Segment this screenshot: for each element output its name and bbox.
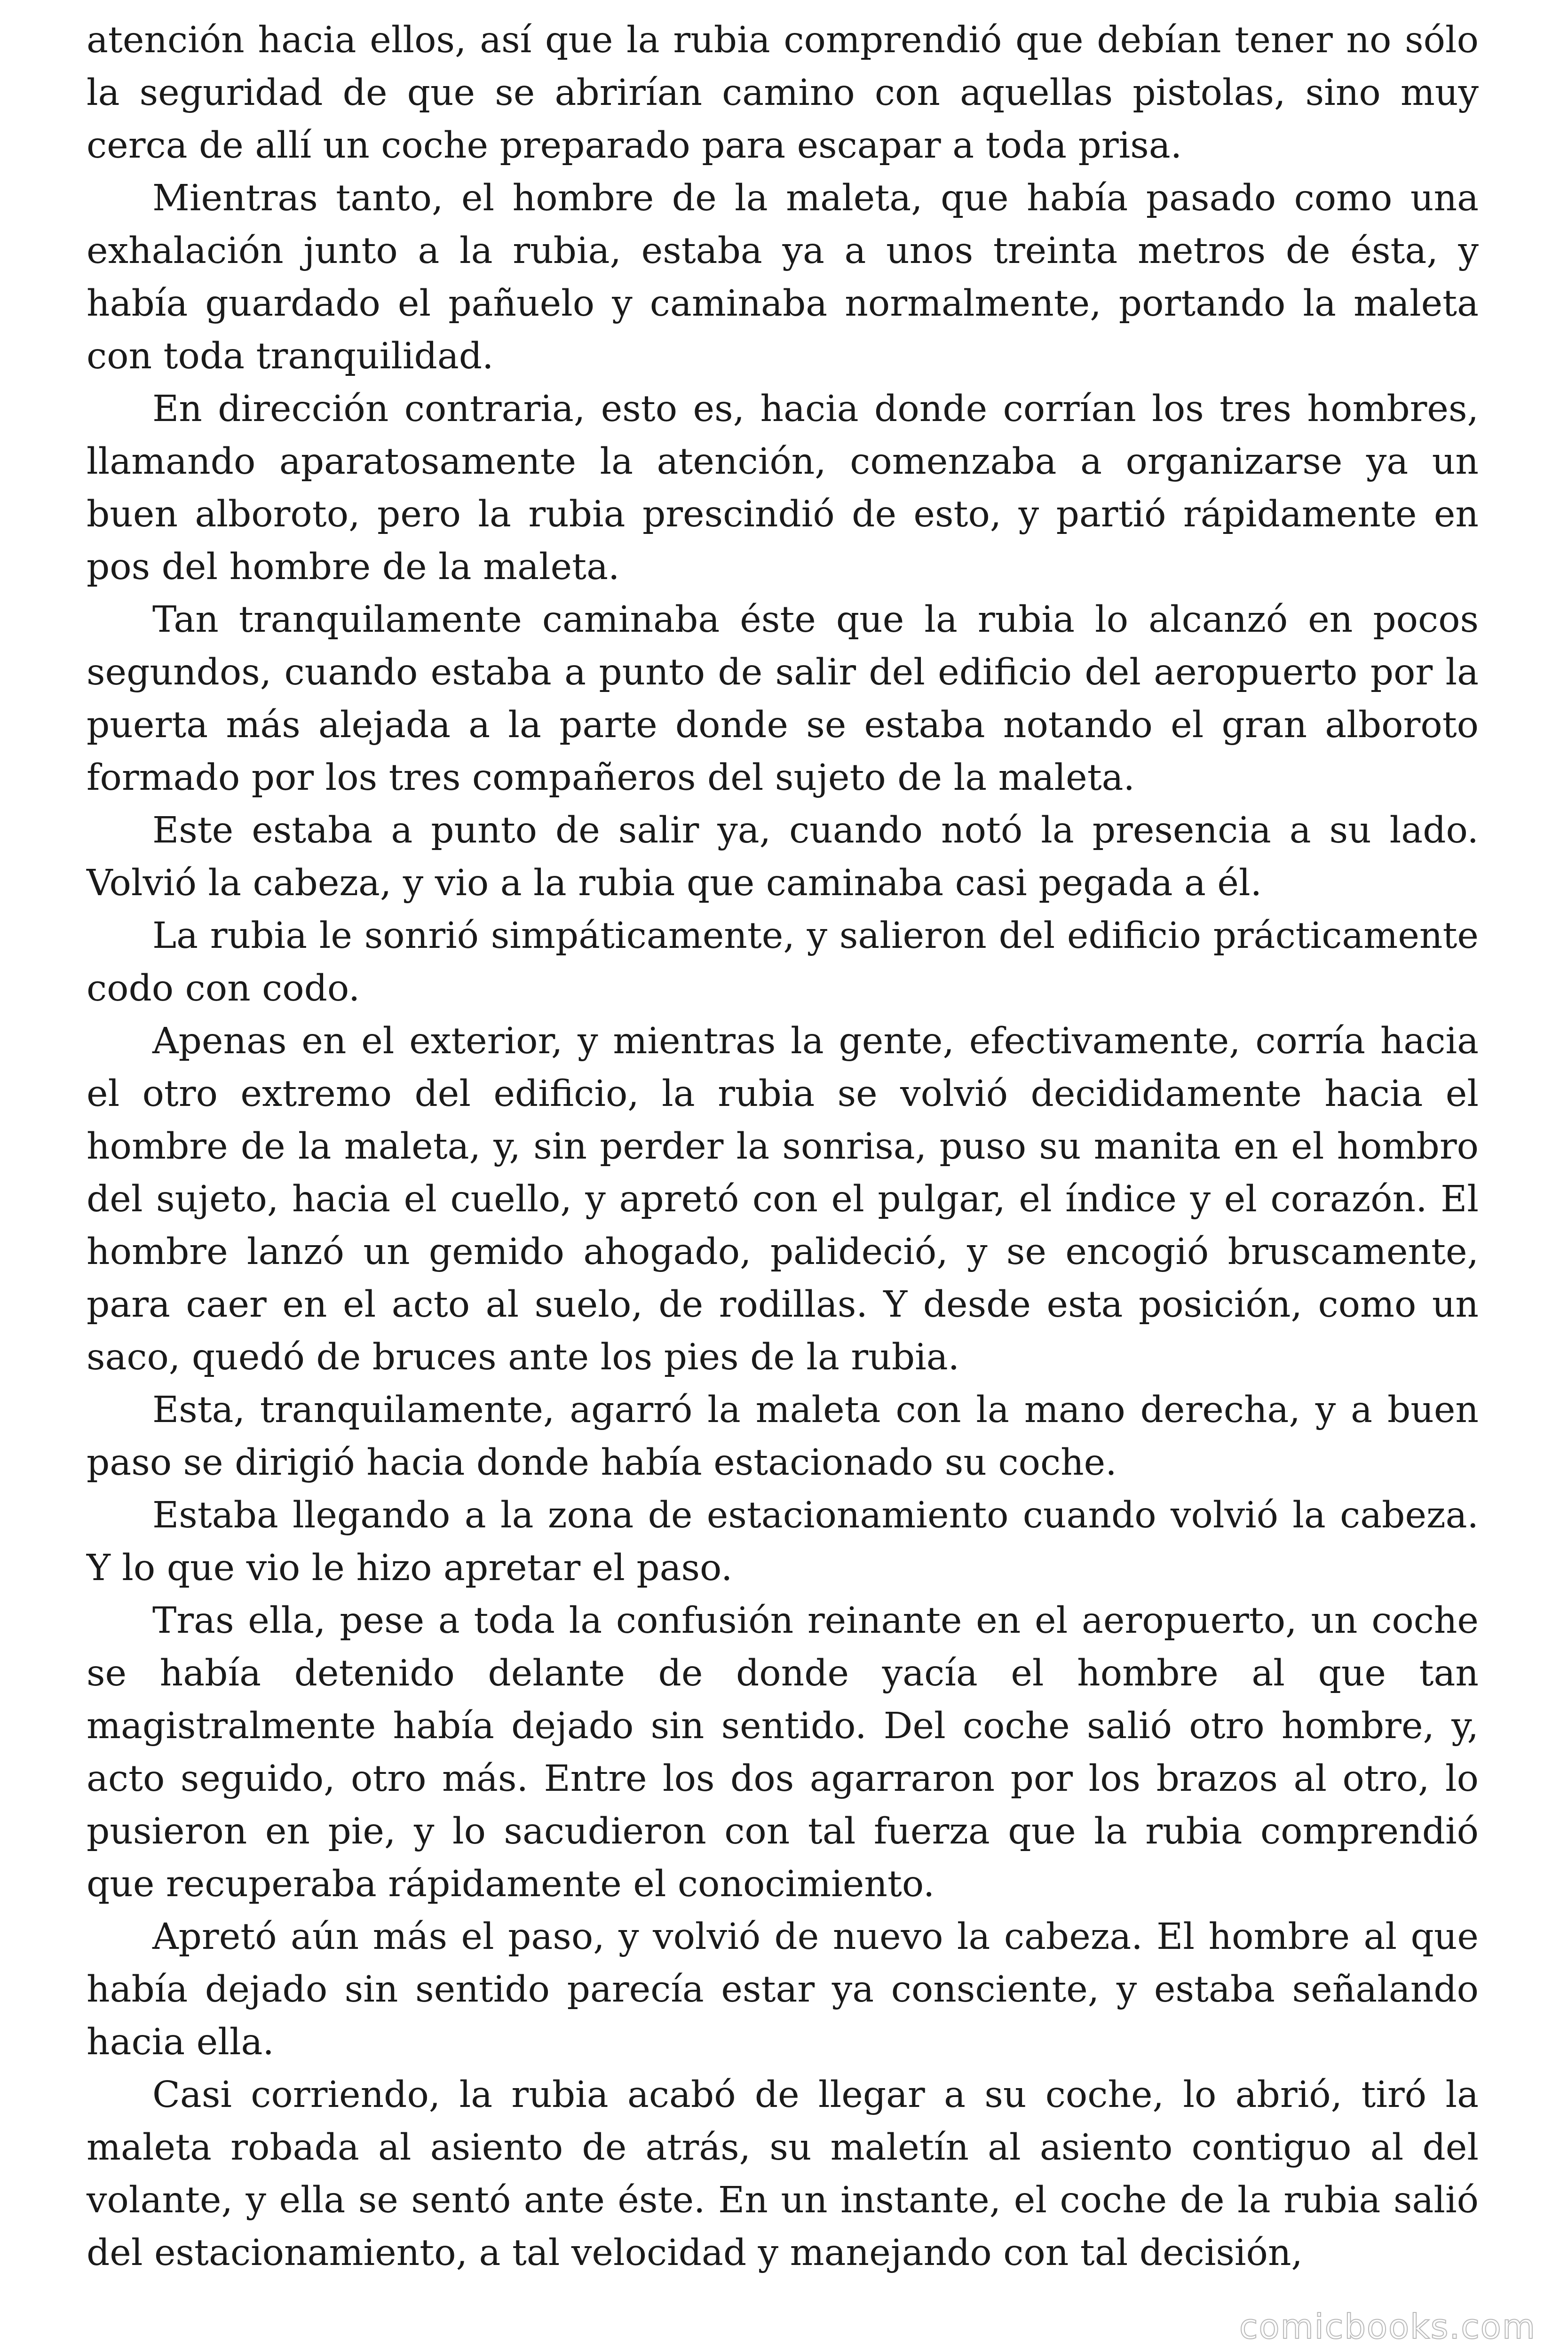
paragraph-10: Tras ella, pese a toda la confusión reinante en el aeropuerto, un coche se había detenido delante de donde yacía el hombre al que tan magistralmente había dejado sin sentido. Del coche salió otro hombre, y, acto seguido, otro más. Entre los dos agarraron por los brazos al otro, lo pusieron en pie, y lo sacudieron con tal fuerza que la rubia comprendió que recuperaba rápidamente el conocimiento. bbox=[87, 1600, 1479, 1905]
paragraph-1: atención hacia ellos, así que la rubia comprendió que debían tener no sólo la seguridad de que se abrirían camino con aquellas pistolas, sino muy cerca de allí un coche preparado para escapar a toda prisa. bbox=[87, 19, 1479, 167]
paragraph-7: Apenas en el exterior, y mientras la gente, efectivamente, corría hacia el otro extremo del edificio, la rubia se volvió decididamente hacia el hombre de la maleta, y, sin perder la sonrisa, puso su manita en el hombro del sujeto, hacia el cuello, y apretó con el pulgar, el índice y el corazón. El hombre lanzó un gemido ahogado, palideció, y se encogió bruscamente, para caer en el acto al suelo, de rodillas. Y desde esta posición, como un saco, quedó de bruces ante los pies de la rubia. bbox=[87, 1020, 1479, 1378]
paragraph-11: Apretó aún más el paso, y volvió de nuevo la cabeza. El hombre al que había dejado sin sentido parecía estar ya consciente, y estaba señalando hacia ella. bbox=[87, 1916, 1479, 2063]
paragraph-3: En dirección contraria, esto es, hacia donde corrían los tres hombres, llamando aparatosamente la atención, comenzaba a organizarse ya un buen alboroto, pero la rubia prescindió de esto, y partió rápidamente en pos del hombre de la maleta. bbox=[87, 388, 1479, 588]
paragraph-9: Estaba llegando a la zona de estacionamiento cuando volvió la cabeza. Y lo que vio le hizo apretar el paso. bbox=[87, 1494, 1479, 1589]
paragraph-4: Tan tranquilamente caminaba éste que la rubia lo alcanzó en pocos segundos, cuando estaba a punto de salir del edificio del aeropuerto por la puerta más alejada a la parte donde se estaba notando el gran alboroto formado por los tres compañeros del sujeto de la maleta. bbox=[87, 599, 1479, 799]
paragraph-5: Este estaba a punto de salir ya, cuando notó la presencia a su lado. Volvió la cabeza, y vio a la rubia que caminaba casi pegada a él. bbox=[87, 810, 1479, 904]
watermark: comicbooks.com bbox=[1239, 2307, 1536, 2346]
paragraph-12: Casi corriendo, la rubia acabó de llegar a su coche, lo abrió, tiró la maleta robada al asiento de atrás, su maletín al asiento contiguo al del volante, y ella se sentó ante éste. En un instante, el coche de la rubia salió del estacionamiento, a tal velocidad y manejando con tal decisión, bbox=[87, 2074, 1479, 2274]
body-text bbox=[87, 14, 1479, 2280]
paragraph-6: La rubia le sonrió simpáticamente, y salieron del edificio prácticamente codo con codo. bbox=[87, 915, 1479, 1009]
paragraph-8: Esta, tranquilamente, agarró la maleta con la mano derecha, y a buen paso se dirigió hacia donde había estacionado su coche. bbox=[87, 1389, 1479, 1484]
paragraph-2: Mientras tanto, el hombre de la maleta, que había pasado como una exhalación junto a la rubia, estaba ya a unos treinta metros de ésta, y había guardado el pañuelo y caminaba normalmente, portando la maleta con toda tranquilidad. bbox=[87, 177, 1479, 377]
